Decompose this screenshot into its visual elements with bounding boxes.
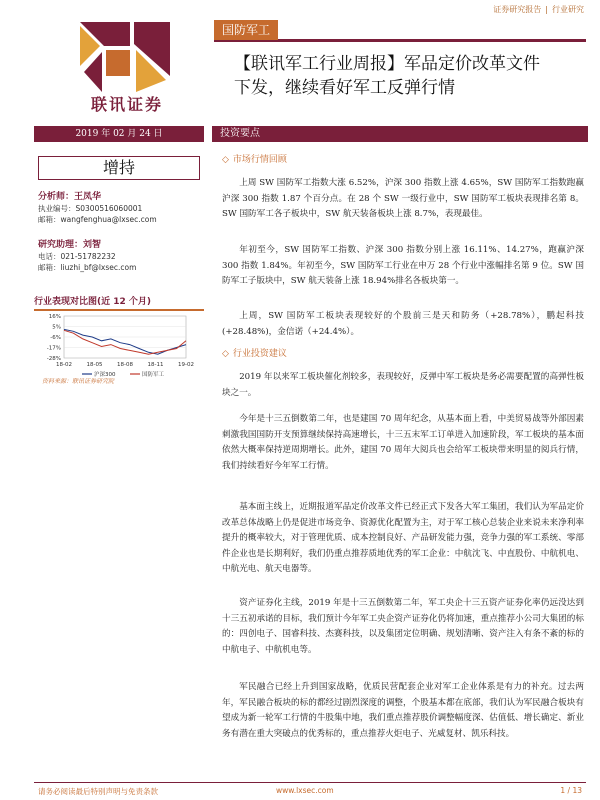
analyst-info — [38, 192, 203, 225]
chart-y-tick-label: 16% — [48, 314, 61, 320]
paragraph: 上周，SW 国防军工板块表现较好的个股前三是天和防务（+28.78%），鹏起科技(+28.48%)，金信诺（+24.4%）。 — [222, 311, 584, 337]
chart-legend-label: 沪深300 — [94, 372, 116, 378]
report-date: 2019 年 02 月 24 日 — [34, 126, 204, 142]
assistant-email[interactable]: 邮箱：liuzhi_bf@lxsec.com — [38, 263, 137, 272]
report-type-note — [491, 4, 586, 15]
chart-y-tick-label: -17% — [46, 345, 61, 352]
report-title-line1: 【联讯军工行业周报】军品定价改革文件 — [234, 54, 540, 74]
analyst-name: 分析师：王凤华 — [38, 192, 102, 202]
footer-divider — [34, 782, 586, 783]
chart-source: 资料来源：联讯证券研究院 — [42, 378, 115, 385]
chart-series-line — [64, 330, 186, 354]
sector-tab — [214, 20, 586, 42]
footer-disclaimer[interactable]: 请务必阅读最后特别声明与免责条款 — [38, 787, 158, 796]
chart-x-tick-label: 18-05 — [86, 362, 103, 368]
chart-y-tick-label: -6% — [50, 335, 61, 341]
assistant-info — [38, 240, 203, 273]
logo-text: 联讯证券 — [90, 95, 163, 114]
chart-y-tick-label: 5% — [52, 324, 61, 331]
chart-x-tick-label: 18-02 — [56, 362, 72, 368]
chart-x-tick-label: 19-02 — [178, 362, 194, 368]
chart-legend-label: 国防军工 — [142, 372, 165, 378]
report-type-separator: | — [545, 5, 548, 14]
section-heading-investment-advice: ◇ 行业投资建议 — [222, 349, 287, 359]
footer-url[interactable]: www.lxsec.com — [276, 786, 334, 795]
report-category: 行业研究 — [552, 5, 584, 14]
paragraph: 2019 年以来军工板块催化剂较多，表现较好，反弹中军工板块是务必需要配置的高弹性板块之一。 — [222, 372, 584, 398]
section-title-investment-points: 投资要点 — [212, 126, 588, 142]
section-heading-market-review: ◇ 市场行情回顾 — [222, 155, 287, 165]
diamond-icon: ◇ — [222, 349, 229, 359]
chart-x-tick-label: 18-08 — [117, 362, 133, 368]
report-title — [234, 52, 584, 100]
report-title-line2: 下发，继续看好军工反弹行情 — [234, 78, 455, 98]
paragraph: 军民融合已经上升到国家战略，优质民营配套企业对军工企业体系是有力的补充。过去两年，军民融合板块的标的都经过剧烈深度的调整，个股基本都在底部，我们认为军民融合板块有望成为新一轮军工行情的牛股集中地，我们重点推荐股价调整幅度深、估值低、增长确定、新业务有潜在重大突破点的优秀标的，重点推荐火炬电子、光威复材、凯乐科技。 — [222, 682, 584, 739]
chart-x-tick-label: 18-11 — [147, 362, 164, 368]
chart-title: 行业表现对比图(近 12 个月) — [34, 294, 204, 311]
paragraph: 今年是十三五倒数第二年，也是建国 70 周年纪念，从基本面上看，中美贸易战等外部因素刺激我国国防开支预算继续保持高速增长，十三五末军工订单进入加速阶段，军工板块的基本面依然大概率保持逆周期增长。此外，建国 70 周年大阅兵也会给军工板块带来明显的阅兵行情，我们持续看好今年军工行情。 — [222, 414, 584, 471]
paragraph: 基本面主线上，近期报道军品定价改革文件已经正式下发各大军工集团，我们认为军品定价改革总体战略上仍是促进市场竞争、资源优化配置为主，对于军工核心总装企业来说未来净利率提升的概率较大，对于管理优质、成本控制良好、产品研发能力强，竞争力强的军工系统、零部件企业也是长期利好，我们仍重点推荐质地优秀的军工企业：中航沈飞、中直股份、中航机电、中航光电、航天电器等。 — [222, 502, 584, 574]
report-type: 证券研究报告 — [493, 5, 542, 14]
chart-y-tick-label: -28% — [46, 356, 61, 362]
paragraph: 上周 SW 国防军工指数大涨 6.52%，沪深 300 指数上涨 4.65%，SW 国防军工指数跑赢沪深 300 指数 1.87 个百分点。在 28 个 SW 一级行业中，SW 国防军工板块表现排名第 8。SW 国防军工各子板块中，SW 航天装备板块上涨 8.7%，表现最佳。 — [222, 178, 584, 219]
sector-label: 国防军工 — [214, 20, 278, 40]
assistant-phone: 电话：021-51782232 — [38, 252, 116, 261]
rating-badge: 增持 — [38, 156, 200, 180]
analyst-email[interactable]: 邮箱：wangfenghua@lxsec.com — [38, 215, 157, 224]
assistant-name: 研究助理：刘智 — [38, 240, 102, 250]
analyst-cert: 执业编号：S0300516060001 — [38, 204, 143, 213]
paragraph: 年初至今，SW 国防军工指数、沪深 300 指数分别上涨 16.11%、14.27%，跑赢沪深 300 指数 1.84%。年初至今，SW 国防军工行业在申万 28 个行业中涨幅排名第 9 位。SW 国防军工子版块中，SW 航天装备上涨 18.94%排名各板块第一。 — [222, 245, 584, 286]
footer-page-number: 1 / 13 — [560, 786, 582, 795]
paragraph: 资产证券化主线，2019 年是十三五倒数第二年，军工央企十三五资产证券化率仍远没达到十三五初承诺的目标，我们预计今年军工央企资产证券化仍将加速，重点推荐小公司大集团的标的：四创电子、国睿科技、杰赛科技，以及集团定位明确、规划清晰、资产注入有条不紊的标的中航电子、中航机电等。 — [222, 598, 584, 655]
industry-performance-chart — [34, 310, 204, 384]
diamond-icon: ◇ — [222, 155, 229, 165]
